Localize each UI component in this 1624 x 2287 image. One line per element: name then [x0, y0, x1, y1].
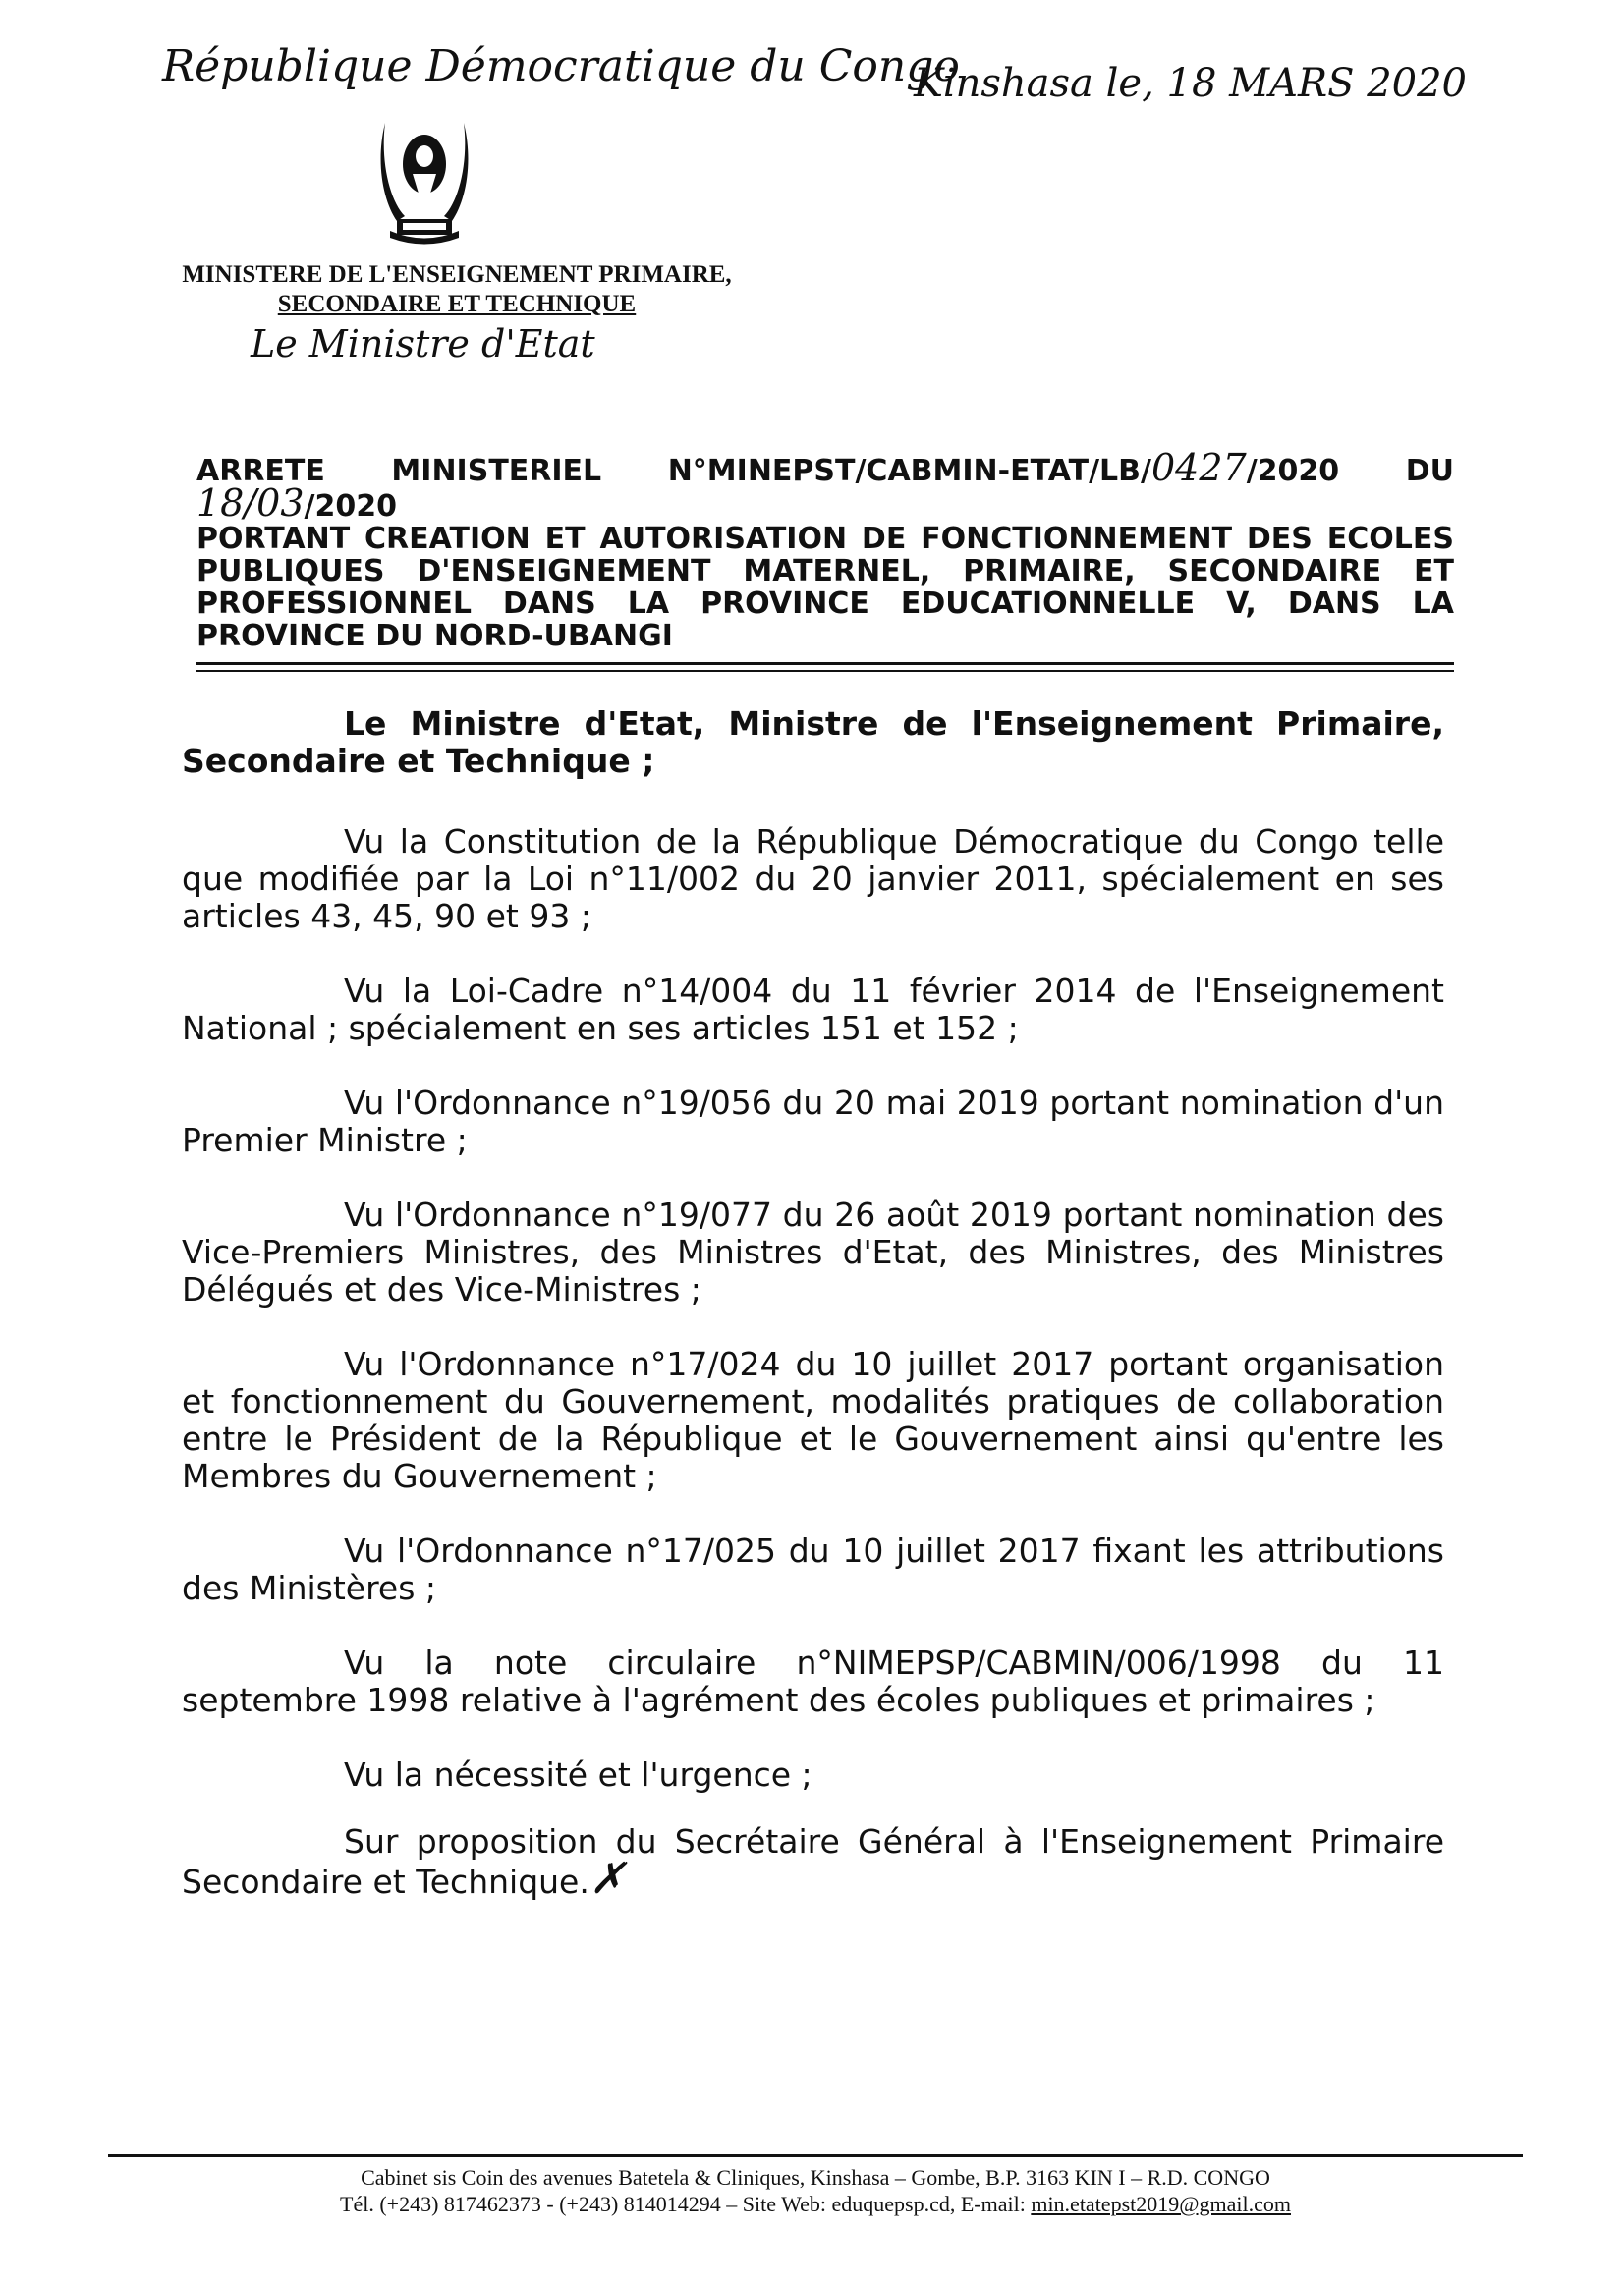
- decree-reference: ARRETE MINISTERIEL N°MINEPST/CABMIN-ETAT/LB/0427/2020 DU 18/03/2020: [196, 446, 1454, 525]
- footer: [108, 2164, 1523, 2217]
- initials-mark: ✗: [588, 1854, 626, 1904]
- vu-loi-cadre: Vu la Loi-Cadre n°14/004 du 11 février 2014 de l'Enseignement National ; spécialement en ses articles 151 et 152 ;: [182, 972, 1444, 1047]
- minister-title: Le Ministre d'Etat: [251, 322, 595, 365]
- footer-address: Cabinet sis Coin des avenues Batetela & Cliniques, Kinshasa – Gombe, B.P. 3163 KIN I – R.D. CONGO: [361, 2165, 1270, 2190]
- vu-necessite: Vu la nécessité et l'urgence ;: [344, 1756, 812, 1794]
- coat-of-arms-icon: [375, 113, 474, 246]
- vu-ordonnance-vice-premiers: Vu l'Ordonnance n°19/077 du 26 août 2019 portant nomination des Vice-Premiers Ministres, des Ministres d'Etat, des Ministres, des Ministres Délégués et des Vice-Ministres ;: [182, 1196, 1444, 1309]
- decree-subject: PORTANT CREATION ET AUTORISATION DE FONCTIONNEMENT DES ECOLES PUBLIQUES D'ENSEIGNEMENT MATERNEL, PRIMAIRE, SECONDAIRE ET PROFESSIONNEL DANS LA PROVINCE EDUCATIONNELLE V, DANS LA PROVINCE DU NORD-UBANGI: [196, 522, 1454, 653]
- footer-rule: [108, 2154, 1523, 2157]
- sur-proposition: Sur proposition du Secrétaire Général à l'Enseignement Primaire Secondaire et Technique.✗: [182, 1822, 1444, 1904]
- vu-constitution: Vu la Constitution de la République Démocratique du Congo telle que modifiée par la Loi n°11/002 du 20 janvier 2011, spécialement en ses articles 43, 45, 90 et 93 ;: [182, 822, 1444, 935]
- vu-ordonnance-organisation: Vu l'Ordonnance n°17/024 du 10 juillet 2017 portant organisation et fonctionnement du Gouvernement, modalités pratiques de collaboration entre le Président de la République et le Gouvernement ainsi qu'entre les Membres du Gouvernement ;: [182, 1345, 1444, 1495]
- vu-ordonnance-attributions: Vu l'Ordonnance n°17/025 du 10 juillet 2017 fixant les attributions des Ministères ;: [182, 1532, 1444, 1607]
- title-rule: [196, 662, 1454, 665]
- decree-number: 0427: [1151, 446, 1247, 489]
- vu-note-circulaire: Vu la note circulaire n°NIMEPSP/CABMIN/006/1998 du 11 septembre 1998 relative à l'agrément des écoles publiques et primaires ;: [182, 1644, 1444, 1719]
- intro-paragraph: Le Ministre d'Etat, Ministre de l'Enseignement Primaire, Secondaire et Technique ;: [182, 704, 1444, 780]
- date-line: Kinshasa le, 18 MARS 2020: [913, 61, 1467, 106]
- ministry-line-2: SECONDAIRE ET TECHNIQUE: [277, 291, 637, 317]
- republic-header: République Démocratique du Congo: [162, 41, 960, 91]
- title-rule-thin: [196, 670, 1454, 672]
- footer-contact: Tél. (+243) 817462373 - (+243) 814014294 – Site Web: eduquepsp.cd, E-mail: min.etatepst2019@gmail.com: [340, 2192, 1291, 2216]
- decree-title: [196, 446, 1454, 653]
- decree-body: [182, 705, 1444, 1938]
- decree-date: 18/03: [196, 481, 305, 525]
- footer-email-link[interactable]: min.etatepst2019@gmail.com: [1031, 2192, 1291, 2216]
- ministry-line-1: MINISTERE DE L'ENSEIGNEMENT PRIMAIRE,: [182, 261, 732, 288]
- ministry-name: [162, 260, 752, 319]
- vu-ordonnance-premier-ministre: Vu l'Ordonnance n°19/056 du 20 mai 2019 portant nomination d'un Premier Ministre ;: [182, 1084, 1444, 1159]
